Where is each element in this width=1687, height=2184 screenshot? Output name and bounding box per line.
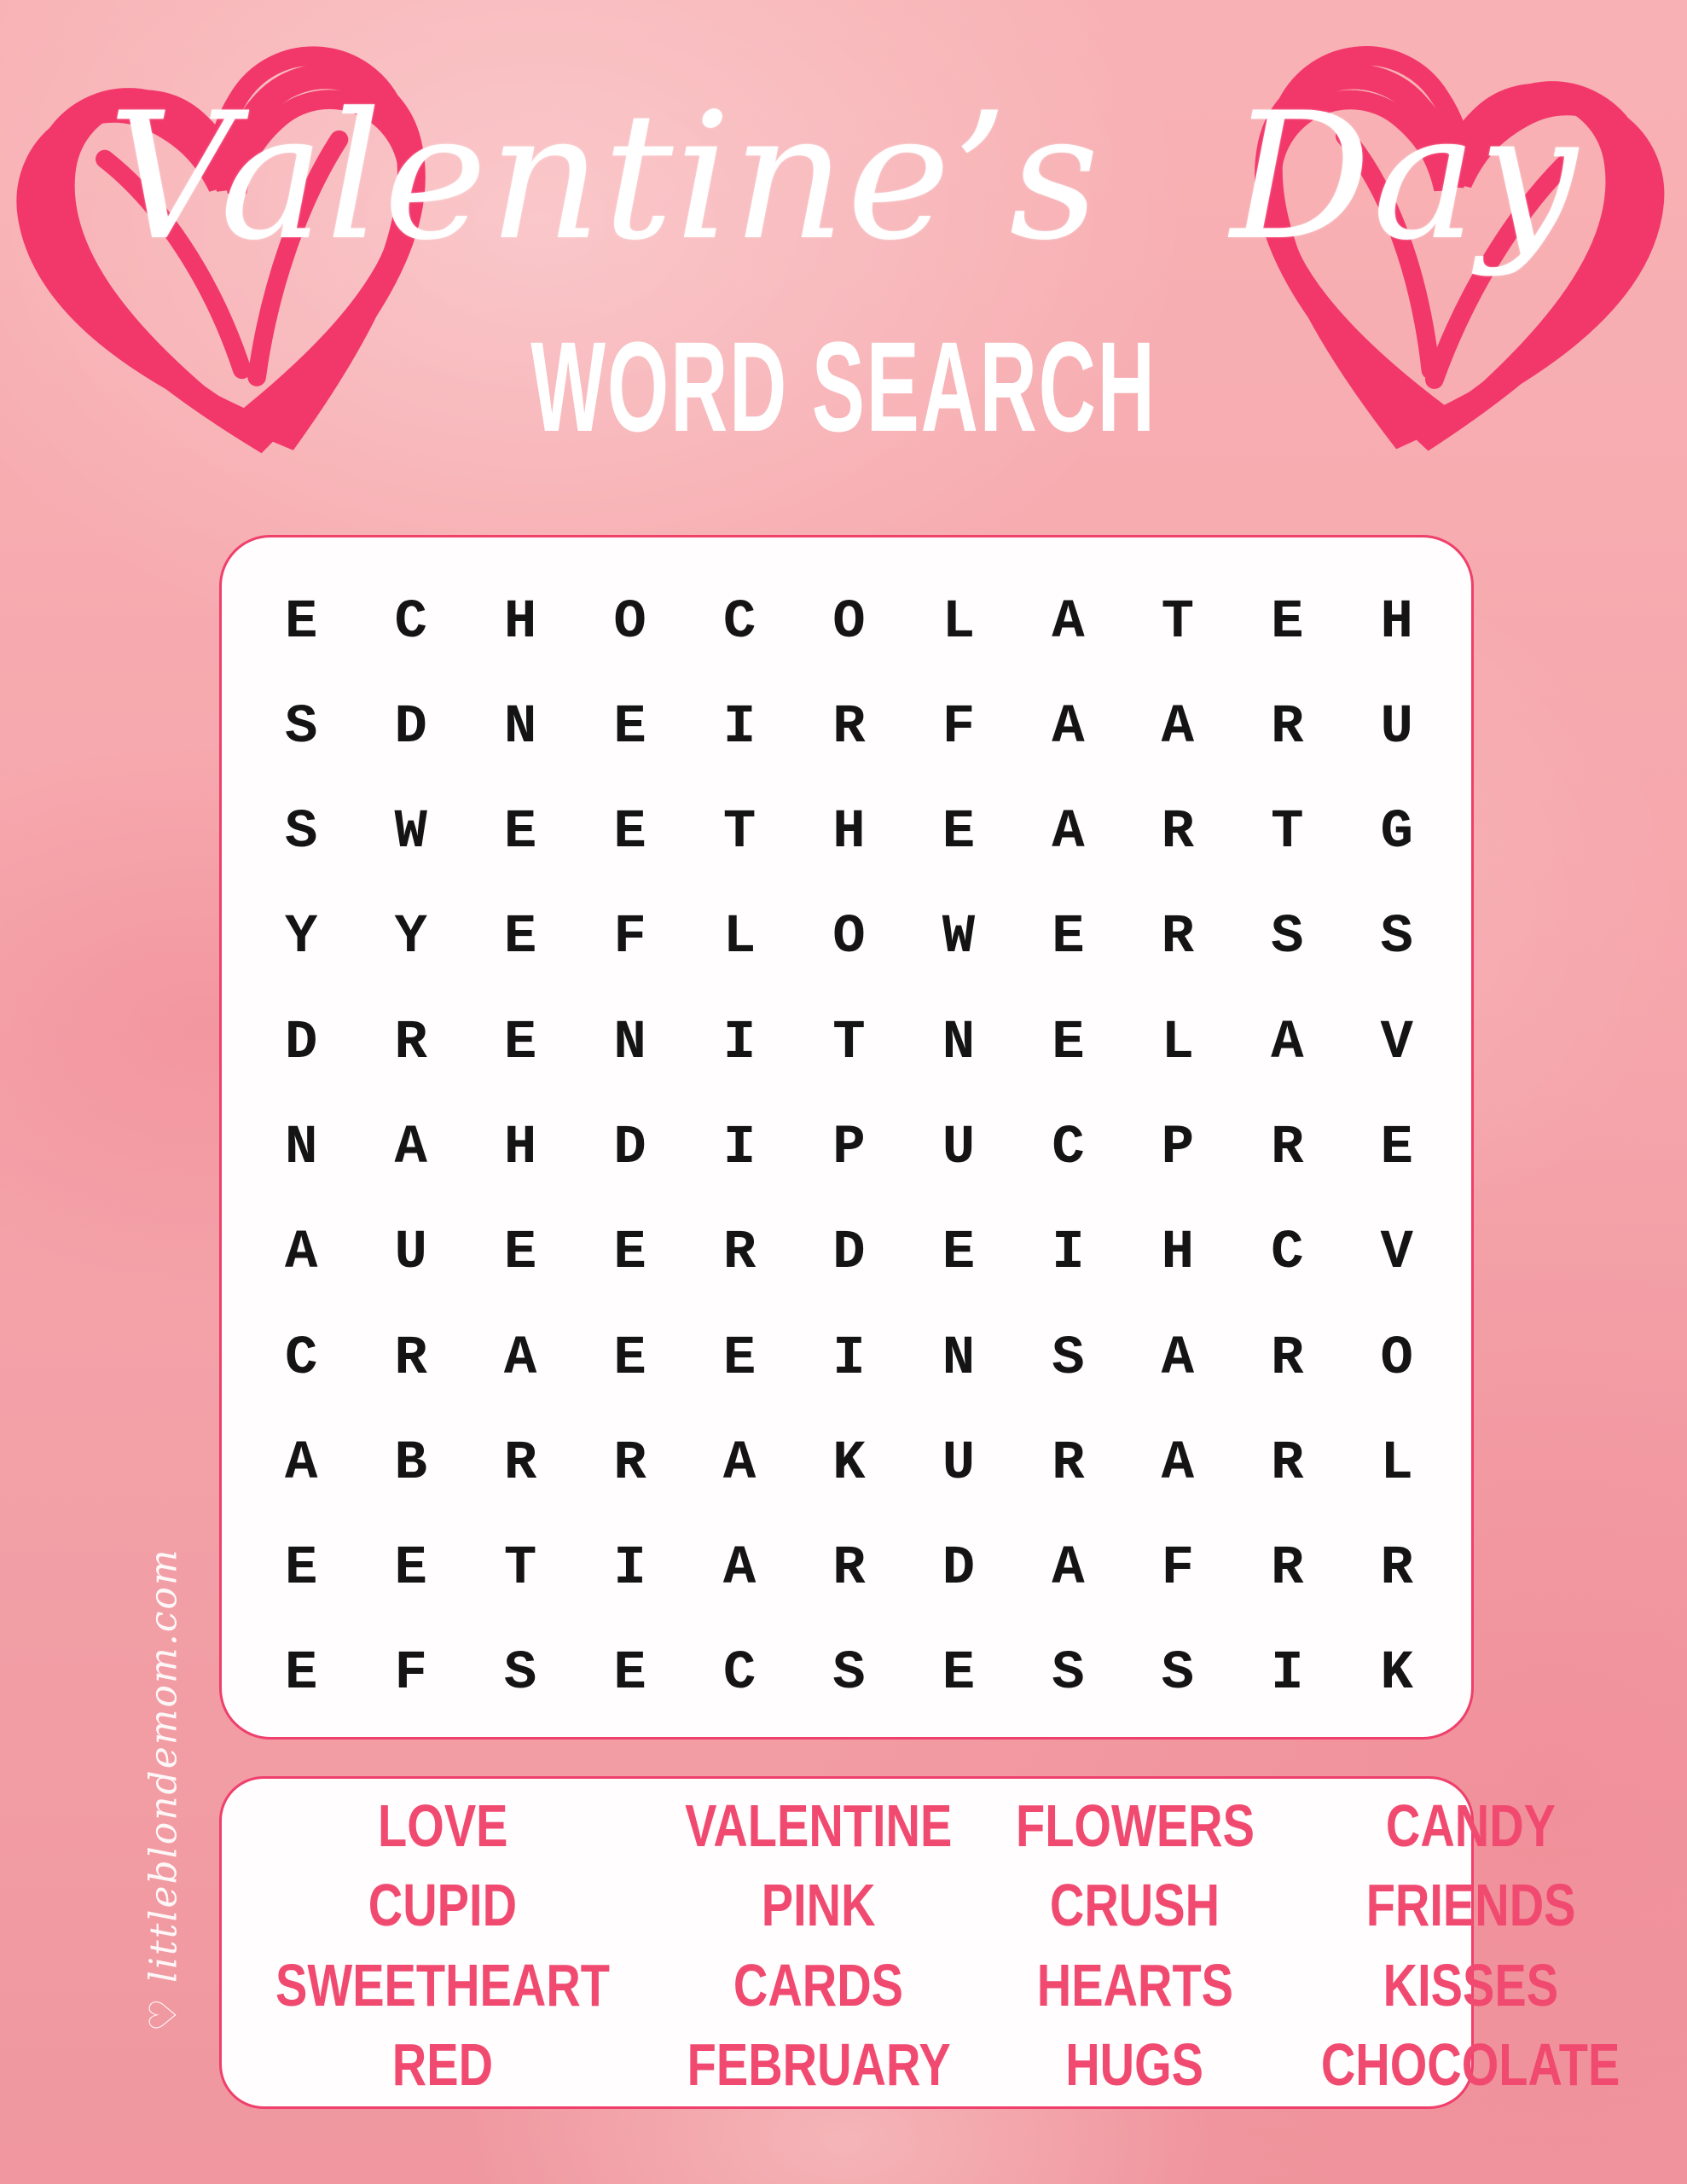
grid-letter: O: [613, 591, 646, 653]
grid-letter: W: [394, 802, 427, 864]
word-column: [234, 1786, 652, 2105]
grid-letter: E: [1271, 591, 1304, 653]
grid-letter: N: [942, 1012, 976, 1074]
grid-letter: W: [942, 907, 976, 969]
watermark: ♡ littleblondemom.com: [142, 1548, 186, 2032]
grid-letter: D: [613, 1117, 646, 1179]
grid-letter: N: [613, 1012, 646, 1074]
grid-letter: E: [285, 1643, 318, 1705]
grid-letter: E: [613, 696, 646, 758]
grid-letter: R: [394, 1327, 427, 1390]
grid-letter: A: [1052, 696, 1085, 758]
word-item: HUGS: [1065, 2031, 1204, 2099]
grid-letter: A: [722, 1432, 757, 1495]
grid-letter: E: [942, 802, 976, 864]
word-search-grid-panel: [219, 535, 1474, 1740]
grid-letter: C: [285, 1327, 318, 1390]
grid-letter: E: [1052, 1012, 1085, 1074]
word-column: [986, 1786, 1284, 2105]
grid-letter: R: [1271, 1117, 1304, 1179]
grid-letter: O: [1380, 1327, 1413, 1390]
grid-letter: V: [1380, 1223, 1413, 1285]
page-subtitle: WORD SEARCH: [530, 315, 1157, 458]
grid-letter: R: [1161, 802, 1195, 864]
grid-letter: P: [1161, 1117, 1195, 1179]
grid-letter: E: [942, 1643, 976, 1705]
grid-letter: C: [722, 591, 757, 653]
letter-grid: [246, 570, 1452, 1727]
grid-letter: L: [1380, 1432, 1413, 1495]
grid-letter: E: [285, 591, 318, 653]
grid-letter: S: [1052, 1327, 1085, 1390]
word-column: [1284, 1786, 1657, 2105]
grid-letter: R: [1271, 696, 1304, 758]
word-item: HEARTS: [1036, 1951, 1233, 2018]
grid-letter: E: [394, 1538, 427, 1600]
grid-letter: A: [1052, 1538, 1085, 1600]
word-bank-panel: [219, 1776, 1620, 2109]
grid-letter: R: [722, 1223, 757, 1285]
grid-letter: E: [613, 1327, 646, 1390]
grid-letter: F: [1161, 1538, 1195, 1600]
word-item: FLOWERS: [1015, 1792, 1255, 1859]
grid-letter: C: [1052, 1117, 1085, 1179]
word-column: [652, 1786, 986, 2105]
word-item: CARDS: [733, 1951, 904, 2018]
grid-letter: R: [1161, 907, 1195, 969]
grid-letter: H: [503, 1117, 537, 1179]
grid-letter: R: [1380, 1538, 1413, 1600]
grid-letter: D: [285, 1012, 318, 1074]
grid-letter: A: [285, 1223, 318, 1285]
grid-letter: A: [1052, 802, 1085, 864]
word-item: SWEETHEART: [275, 1951, 610, 2018]
grid-letter: T: [1161, 591, 1195, 653]
grid-letter: S: [1271, 907, 1304, 969]
word-item: LOVE: [377, 1792, 508, 1859]
grid-letter: H: [1380, 591, 1413, 653]
grid-letter: U: [942, 1117, 976, 1179]
word-item: CHOCOLATE: [1321, 2031, 1620, 2099]
grid-letter: R: [1271, 1432, 1304, 1495]
grid-letter: Y: [285, 907, 318, 969]
grid-letter: T: [503, 1538, 537, 1600]
grid-letter: R: [1052, 1432, 1085, 1495]
grid-letter: I: [722, 1012, 757, 1074]
word-item: VALENTINE: [685, 1792, 953, 1859]
grid-letter: E: [503, 1012, 537, 1074]
word-item: CANDY: [1385, 1792, 1557, 1859]
grid-letter: T: [722, 802, 757, 864]
grid-letter: O: [832, 591, 866, 653]
grid-letter: R: [832, 1538, 866, 1600]
grid-letter: R: [1271, 1327, 1304, 1390]
grid-letter: E: [722, 1327, 757, 1390]
grid-letter: U: [1380, 696, 1413, 758]
grid-letter: D: [832, 1223, 866, 1285]
grid-letter: F: [394, 1643, 427, 1705]
grid-letter: H: [832, 802, 866, 864]
grid-letter: T: [1271, 802, 1304, 864]
grid-letter: K: [832, 1432, 866, 1495]
grid-letter: D: [394, 696, 427, 758]
grid-letter: P: [832, 1117, 866, 1179]
grid-letter: U: [942, 1432, 976, 1495]
grid-letter: E: [942, 1223, 976, 1285]
grid-letter: S: [285, 802, 318, 864]
word-item: CRUSH: [1049, 1872, 1220, 1939]
grid-letter: O: [832, 907, 866, 969]
grid-letter: E: [613, 1223, 646, 1285]
word-item: RED: [391, 2031, 494, 2099]
word-item: FRIENDS: [1365, 1872, 1576, 1939]
grid-letter: N: [942, 1327, 976, 1390]
grid-letter: F: [613, 907, 646, 969]
grid-letter: L: [1161, 1012, 1195, 1074]
grid-letter: A: [722, 1538, 757, 1600]
grid-letter: S: [1161, 1643, 1195, 1705]
grid-letter: U: [394, 1223, 427, 1285]
grid-letter: A: [1161, 1327, 1195, 1390]
grid-letter: E: [613, 1643, 646, 1705]
grid-letter: A: [1161, 1432, 1195, 1495]
word-item: KISSES: [1383, 1951, 1559, 2018]
grid-letter: E: [503, 1223, 537, 1285]
grid-letter: I: [613, 1538, 646, 1600]
word-item: CUPID: [368, 1872, 518, 1939]
grid-letter: S: [285, 696, 318, 758]
grid-letter: V: [1380, 1012, 1413, 1074]
grid-letter: K: [1380, 1643, 1413, 1705]
grid-letter: E: [1380, 1117, 1413, 1179]
grid-letter: R: [503, 1432, 537, 1495]
grid-letter: E: [613, 802, 646, 864]
grid-letter: I: [832, 1327, 866, 1390]
grid-letter: A: [1052, 591, 1085, 653]
grid-letter: C: [1271, 1223, 1304, 1285]
grid-letter: R: [832, 696, 866, 758]
grid-letter: Y: [394, 907, 427, 969]
word-item: FEBRUARY: [687, 2031, 951, 2099]
grid-letter: T: [832, 1012, 866, 1074]
grid-letter: D: [942, 1538, 976, 1600]
grid-letter: A: [503, 1327, 537, 1390]
grid-letter: A: [1271, 1012, 1304, 1074]
word-columns: [234, 1786, 1620, 2105]
grid-letter: H: [503, 591, 537, 653]
grid-letter: B: [394, 1432, 427, 1495]
grid-letter: S: [832, 1643, 866, 1705]
grid-letter: R: [613, 1432, 646, 1495]
grid-letter: E: [1052, 907, 1085, 969]
grid-letter: I: [722, 1117, 757, 1179]
grid-letter: I: [1271, 1643, 1304, 1705]
grid-letter: I: [1052, 1223, 1085, 1285]
grid-letter: H: [1161, 1223, 1195, 1285]
grid-letter: L: [942, 591, 976, 653]
grid-letter: R: [1271, 1538, 1304, 1600]
grid-letter: N: [285, 1117, 318, 1179]
page-title: Valentine’s Day: [107, 76, 1580, 279]
grid-letter: A: [394, 1117, 427, 1179]
grid-letter: I: [722, 696, 757, 758]
grid-letter: S: [503, 1643, 537, 1705]
grid-letter: A: [1161, 696, 1195, 758]
word-item: PINK: [761, 1872, 876, 1939]
grid-letter: G: [1380, 802, 1413, 864]
grid-letter: L: [722, 907, 757, 969]
grid-letter: E: [503, 907, 537, 969]
grid-letter: E: [285, 1538, 318, 1600]
grid-letter: S: [1052, 1643, 1085, 1705]
grid-letter: A: [285, 1432, 318, 1495]
grid-letter: C: [722, 1643, 757, 1705]
grid-letter: S: [1380, 907, 1413, 969]
grid-letter: N: [503, 696, 537, 758]
grid-letter: C: [394, 591, 427, 653]
grid-letter: F: [942, 696, 976, 758]
grid-letter: E: [503, 802, 537, 864]
grid-letter: R: [394, 1012, 427, 1074]
